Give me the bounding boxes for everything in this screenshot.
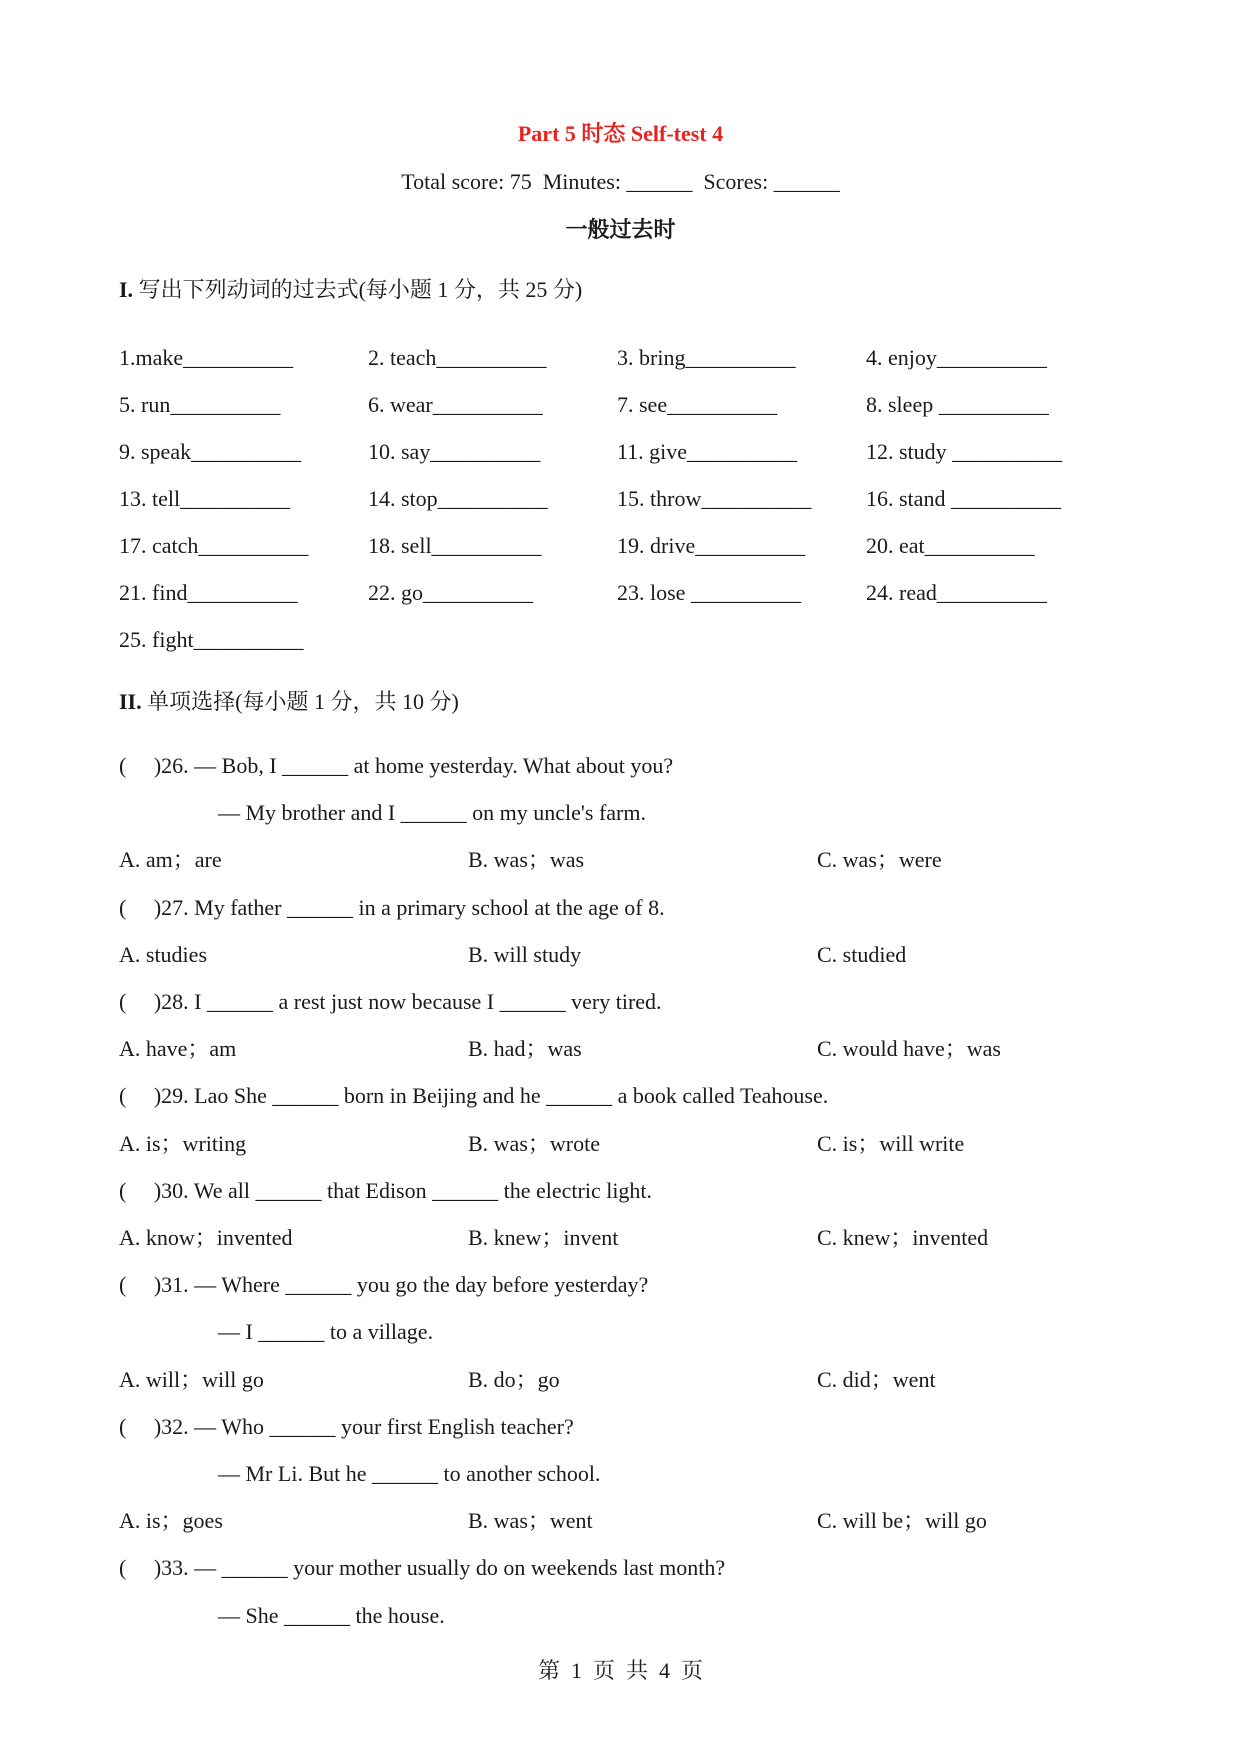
answer-option-c: C. was；were (817, 847, 942, 872)
section1-title-text: I. 写出下列动词的过去式(每小题 1 分，共 25 分) (119, 277, 583, 302)
section2-title (119, 688, 459, 716)
answer-option-b: B. knew；invent (468, 1225, 619, 1250)
answer-option-c: C. studied (817, 942, 907, 967)
question-stem: ( )30. We all ______ that Edison ______ the electric light. (119, 1178, 653, 1203)
answer-option-c: C. would have；was (817, 1036, 1001, 1061)
verb-item: 7. see__________ (617, 392, 778, 417)
verb-item: 21. find__________ (119, 580, 298, 605)
question-continuation: — I ______ to a village. (218, 1319, 434, 1344)
verb-item: 3. bring__________ (617, 345, 796, 370)
verb-item: 1.make__________ (119, 345, 294, 370)
answer-option-c: C. did；went (817, 1367, 936, 1392)
verb-item: 4. enjoy__________ (866, 345, 1047, 370)
verb-item: 10. say__________ (368, 439, 541, 464)
verb-item: 13. tell__________ (119, 486, 291, 511)
question-stem: ( )28. I ______ a rest just now because I ______ very tired. (119, 989, 662, 1014)
question-stem: ( )31. — Where ______ you go the day before yesterday? (119, 1272, 649, 1297)
answer-option-b: B. do；go (468, 1367, 560, 1392)
verb-item: 19. drive__________ (617, 533, 806, 558)
verb-item: 15. throw__________ (617, 486, 812, 511)
section1-title (119, 276, 582, 304)
answer-option-a: A. studies (119, 942, 207, 967)
verb-item: 22. go__________ (368, 580, 533, 605)
verb-item: 8. sleep __________ (866, 392, 1049, 417)
answer-option-b: B. will study (468, 942, 582, 967)
verb-item: 14. stop__________ (368, 486, 548, 511)
answer-option-c: C. will be；will go (817, 1508, 987, 1533)
answer-option-b: B. was；was (468, 847, 585, 872)
answer-option-b: B. was；went (468, 1508, 593, 1533)
question-stem: ( )26. — Bob, I ______ at home yesterday. What about you? (119, 753, 674, 778)
question-continuation: — My brother and I ______ on my uncle's farm. (218, 800, 646, 825)
verb-item: 17. catch__________ (119, 533, 309, 558)
question-stem: ( )32. — Who ______ your first English teacher? (119, 1414, 574, 1439)
page-title: Part 5 时态 Self-test 4 (517, 121, 724, 146)
question-continuation: — She ______ the house. (218, 1603, 445, 1628)
verb-item: 2. teach__________ (368, 345, 547, 370)
page-footer: 第 1 页 共 4 页 (537, 1658, 703, 1683)
question-stem: ( )29. Lao She ______ born in Beijing and he ______ a book called Teahouse. (119, 1083, 829, 1108)
answer-option-a: A. am；are (119, 847, 222, 872)
answer-option-a: A. will；will go (119, 1367, 264, 1392)
verb-item: 25. fight__________ (119, 627, 304, 652)
answer-option-b: B. was；wrote (468, 1131, 600, 1156)
verb-item: 23. lose __________ (617, 580, 801, 605)
question-stem: ( )33. — ______ your mother usually do on weekends last month? (119, 1555, 726, 1580)
verb-item: 20. eat__________ (866, 533, 1035, 558)
question-continuation: — Mr Li. But he ______ to another school. (218, 1461, 601, 1486)
verb-item: 6. wear__________ (368, 392, 543, 417)
answer-option-a: A. is；goes (119, 1508, 223, 1533)
answer-option-a: A. is；writing (119, 1131, 247, 1156)
verb-item: 11. give__________ (617, 439, 798, 464)
section2-title-text: II. 单项选择(每小题 1 分，共 10 分) (119, 689, 459, 714)
question-stem: ( )27. My father ______ in a primary school at the age of 8. (119, 895, 665, 920)
score-line: Total score: 75 Minutes: ______ Scores: ______ (401, 169, 840, 194)
verb-item: 18. sell__________ (368, 533, 542, 558)
verb-item: 24. read__________ (866, 580, 1047, 605)
verb-item: 16. stand __________ (866, 486, 1061, 511)
topic-heading: 一般过去时 (565, 217, 676, 242)
verb-item: 9. speak__________ (119, 439, 302, 464)
verb-item: 12. study __________ (866, 439, 1063, 464)
answer-option-a: A. have；am (119, 1036, 237, 1061)
answer-option-c: C. is；will write (817, 1131, 965, 1156)
answer-option-a: A. know；invented (119, 1225, 293, 1250)
verb-item: 5. run__________ (119, 392, 281, 417)
answer-option-c: C. knew；invented (817, 1225, 989, 1250)
answer-option-b: B. had；was (468, 1036, 582, 1061)
